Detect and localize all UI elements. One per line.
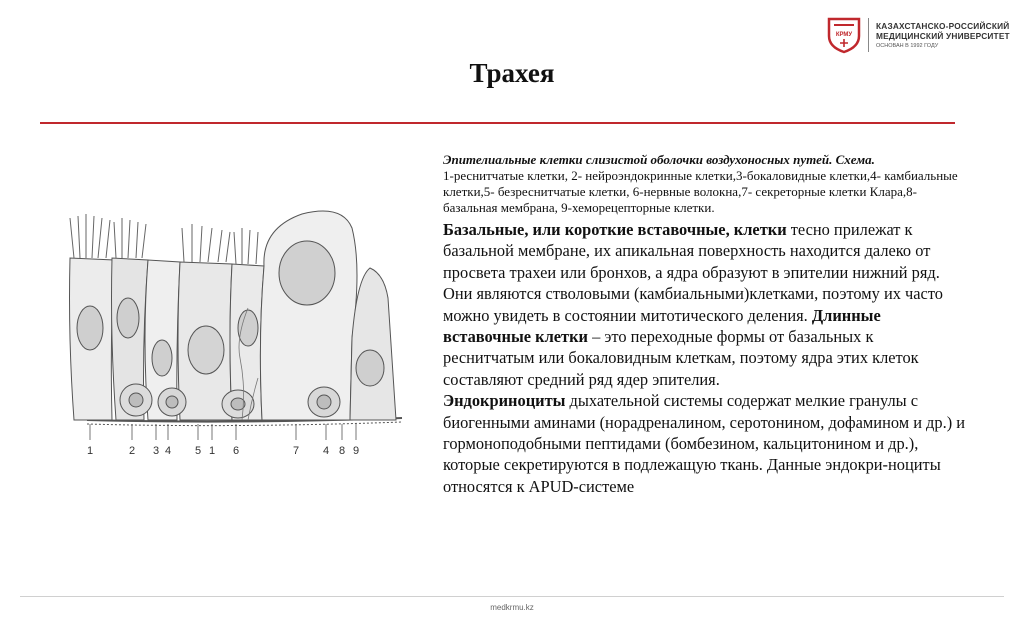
label-7: 7 <box>292 445 300 457</box>
figure-caption <box>443 152 973 216</box>
university-logo <box>826 14 1016 54</box>
logo-divider <box>868 18 869 52</box>
long-intercalated-term: Длинные вставочные клетки <box>443 305 881 347</box>
epithelium-schema-figure <box>52 188 410 468</box>
university-name-line1: КАЗАХСТАНСКО-РОССИЙСКИЙ <box>876 21 1010 31</box>
university-name-line2: МЕДИЦИНСКИЙ УНИВЕРСИТЕТ <box>876 31 1010 41</box>
label-6: 6 <box>232 445 240 457</box>
caption-title: Эпителиальные клетки слизистой оболочки воздухоносных путей. Схема. <box>443 152 875 167</box>
label-3: 3 <box>152 445 160 457</box>
footer-site: medkrmu.kz <box>490 603 534 612</box>
label-8: 8 <box>338 445 346 457</box>
endocrinocytes-term: Эндокриноциты <box>443 391 566 411</box>
label-4-a: 4 <box>164 445 172 457</box>
caption-legend: 1-реснитчатые клетки, 2- нейроэндокринные клетки,3-бокаловидные клетки,4- камбиальные клетки,5- безреснитчатые клетки, 6-нервные волокна,7- секреторные клетки Клара,8- базальная мембрана, 9-хеморецепторные клетки. <box>443 168 958 215</box>
label-1-b: 1 <box>208 445 216 457</box>
label-9: 9 <box>352 445 360 457</box>
label-2: 2 <box>128 445 136 457</box>
emblem-text: КРМУ <box>835 32 853 38</box>
basal-cells-text: тесно прилежат к базальной мембране, их апикальная поверхность находится далеко от просвета трахеи или бронхов, а ядра образуют в эпителии нижний ряд. Они являются стволовыми (камбиальными)клетками, поэтому их часто можно увидеть в состоянии митотического деления. <box>443 220 943 325</box>
title-divider <box>40 122 955 124</box>
label-5: 5 <box>194 445 202 457</box>
university-founded: ОСНОВАН В 1992 ГОДУ <box>876 43 939 49</box>
cilia <box>70 214 258 264</box>
endocrinocytes-text: дыхательной системы содержат мелкие гранулы с биогенными аминами (норадреналином, серотонином, дофамином и др.) и гормоноподобными пептидами (бомбезином, кальцитонином и др.), которые секретируются в подлежащую ткань. Данные эндокри-ноциты относятся к APUD-системе <box>443 391 966 496</box>
slide-title: Трахея <box>469 58 555 88</box>
long-intercalated-text: – это переходные формы от базальных к реснитчатым или бокаловидным клеткам, поэтому ядра этих клеток составляют средний ряд ядер эпителия. <box>443 327 919 389</box>
university-emblem-icon <box>826 16 862 54</box>
label-1-a: 1 <box>86 445 94 457</box>
body-text <box>443 219 968 497</box>
label-4-b: 4 <box>322 445 330 457</box>
basal-cells-term: Базальные, или короткие вставочные, клетки <box>443 220 787 239</box>
clara-nucleus <box>279 241 335 305</box>
footer-divider <box>20 596 1004 597</box>
